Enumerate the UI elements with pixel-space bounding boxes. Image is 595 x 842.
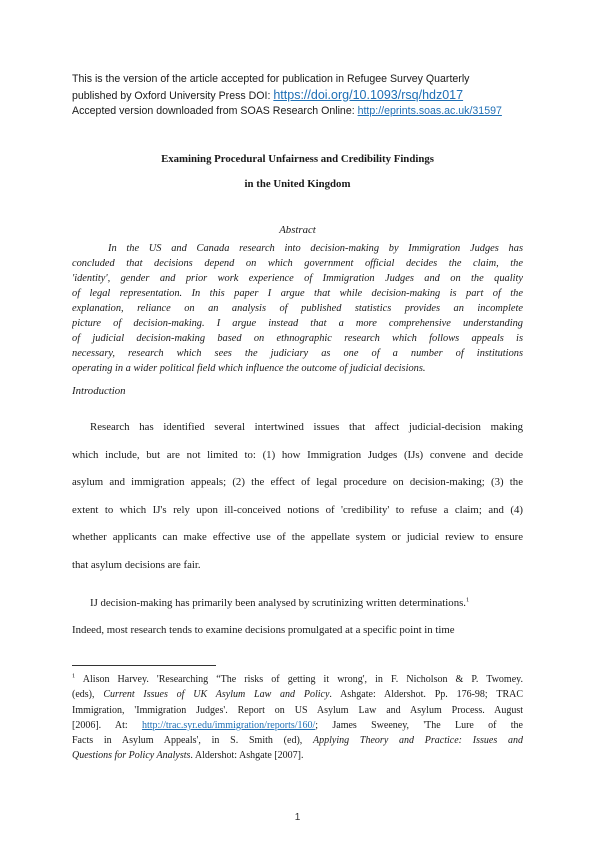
- abstract-heading: Abstract: [279, 224, 316, 236]
- paragraph-line: Research has identified several intertwined issues that affect judicial-decision making: [90, 421, 523, 433]
- footnote-mark: 1: [72, 672, 76, 680]
- eprint-link[interactable]: http://eprints.soas.ac.uk/31597: [357, 105, 502, 117]
- paragraph-line: Indeed, most research tends to examine decisions promulgated at a specific point in time: [72, 624, 455, 636]
- trac-report-link[interactable]: http://trac.syr.edu/immigration/reports/160/: [141, 719, 316, 731]
- footnote-reference[interactable]: 1: [466, 596, 470, 604]
- footnote-line: [72, 687, 523, 702]
- intro-paragraph-1: [72, 420, 523, 585]
- publication-notice: [72, 72, 532, 120]
- abstract-line: 'identity', gender and prior work experience of Immigration Judges and on the quality: [72, 273, 523, 284]
- notice-line-1: This is the version of the article accepted for publication in Refugee Survey Quarterly: [72, 73, 470, 85]
- footnote-1: [72, 672, 523, 764]
- notice-line-2-text: published by Oxford University Press DOI:: [72, 89, 274, 102]
- footnote-text: ; James Sweeney, 'The Lure of the: [315, 719, 523, 731]
- abstract-line: of judicial decision-making based on ethnographic research which follows appeals is: [72, 333, 523, 344]
- paragraph-line: asylum and immigration appeals; (2) the effect of legal procedure on decision-making; (3) the: [72, 476, 523, 488]
- paragraph-line: whether applicants can make effective use of the appellate system or judicial review to ensure: [72, 531, 523, 543]
- footnote-line: Immigration, 'Immigration Judges'. Report on US Asylum Law and Asylum Process. August: [72, 704, 523, 716]
- abstract-line: In the US and Canada research into decision-making by Immigration Judges has: [108, 243, 523, 254]
- abstract-line: operating in a wider political field which influence the outcome of judicial decisions.: [72, 363, 426, 374]
- article-title-line-2: in the United Kingdom: [244, 178, 351, 190]
- footnote-line: [72, 748, 523, 763]
- notice-line-3-text: Accepted version downloaded from SOAS Research Online:: [72, 105, 358, 117]
- footnote-text: Alison Harvey. 'Researching “The risks of getting it wrong', in F. Nicholson & P. Twomey.: [75, 674, 523, 685]
- footnote-book-title: Current Issues of UK Asylum Law and Policy: [103, 689, 330, 701]
- abstract-line: concluded that decisions depend on which government official decides the claim, the: [72, 258, 523, 269]
- paragraph-line: which include, but are not limited to: (1) how Immigration Judges (IJs) convene and decide: [72, 448, 523, 461]
- paragraph-line: that asylum decisions are fair.: [72, 558, 201, 571]
- page-number: 1: [294, 812, 301, 823]
- footnote-line: [72, 733, 523, 748]
- footnote-line: [72, 672, 523, 687]
- introduction-heading: Introduction: [72, 385, 126, 397]
- abstract-line: picture of decision-making. I argue instead that a more comprehensive understanding: [72, 318, 523, 329]
- footnote-text: [2006]. At:: [72, 719, 142, 731]
- footnote-text: (eds),: [72, 689, 104, 701]
- footnote-book-title: Questions for Policy Analysts: [72, 750, 191, 762]
- intro-paragraph-2: [72, 596, 523, 650]
- footnote-text: . Ashgate: Aldershot. Pp. 176-98; TRAC: [329, 689, 523, 701]
- abstract-text: [72, 241, 523, 376]
- footnote-divider: [72, 665, 216, 666]
- paragraph-line: extent to which IJ's rely upon ill-conceived notions of 'credibility' to refuse a claim; and (4): [72, 503, 523, 516]
- footnote-book-title: Applying Theory and Practice: Issues and: [313, 735, 523, 747]
- notice-line-2: [72, 88, 532, 105]
- footnote-line: [72, 718, 523, 733]
- notice-line-3: [72, 104, 532, 120]
- abstract-line: necessary, research which sees the judiciary as one of a number of institutions: [72, 348, 523, 359]
- footnote-text: Facts in Asylum Appeals', in S. Smith (ed),: [72, 735, 314, 747]
- paragraph-line-text: IJ decision-making has primarily been analysed by scrutinizing written determinations.: [90, 597, 466, 609]
- footnote-text: . Aldershot: Ashgate [2007].: [190, 750, 304, 762]
- article-title-line-1: Examining Procedural Unfairness and Credibility Findings: [161, 153, 434, 165]
- abstract-line: of legal representation. In this paper I argue that while decision-making is part of the: [72, 288, 523, 299]
- doi-link[interactable]: https://doi.org/10.1093/rsq/hdz017: [273, 87, 464, 102]
- abstract-line: explanation, reliance on an analysis of published statistics provides an incomplete: [72, 303, 523, 314]
- paragraph-line: [72, 596, 523, 623]
